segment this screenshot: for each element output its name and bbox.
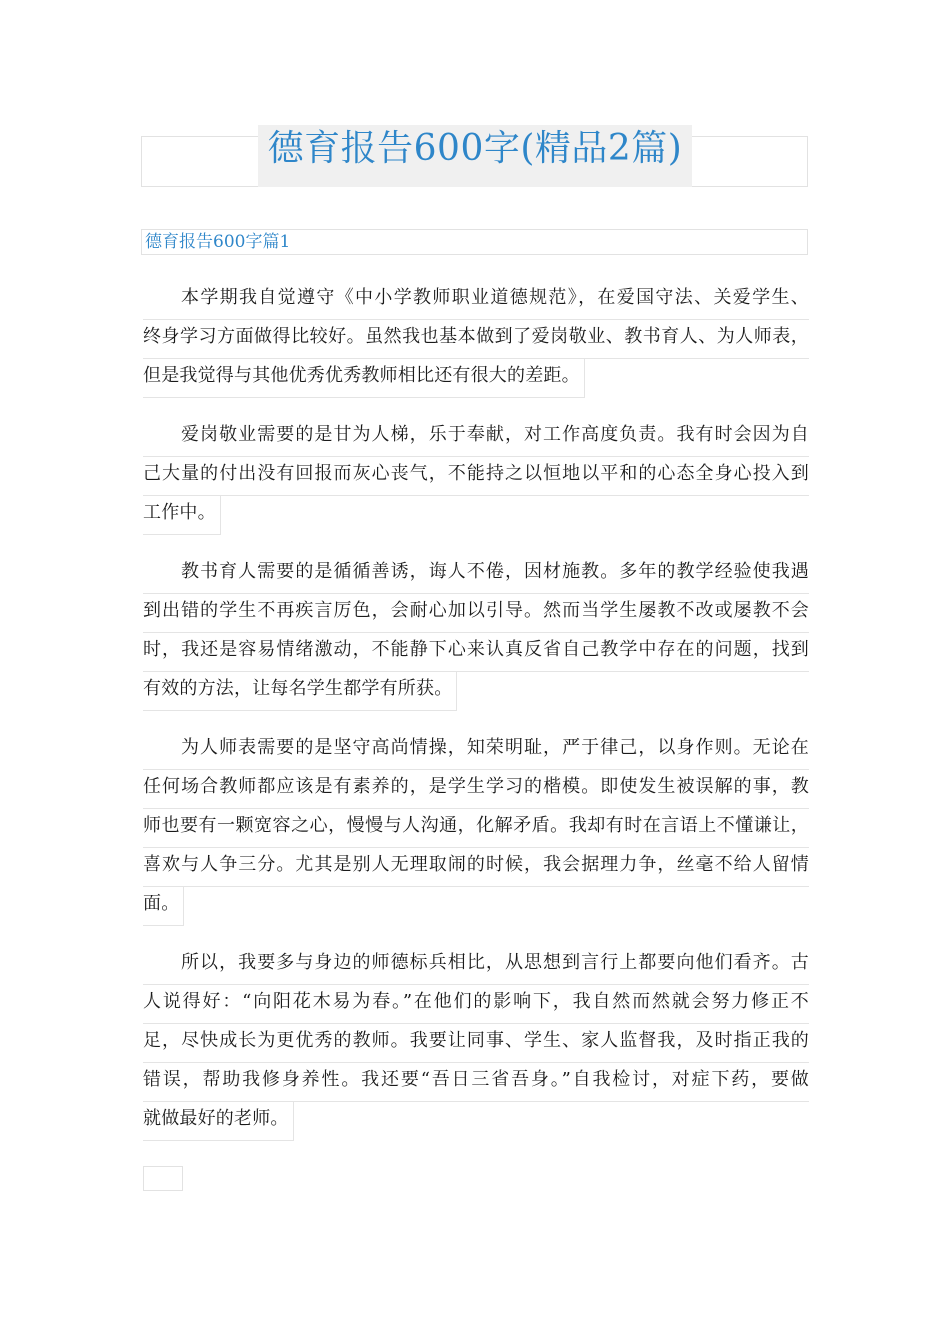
text-line: 到出错的学生不再疾言厉色，会耐心加以引导。然而当学生屡教不改或屡教不会 bbox=[143, 594, 809, 633]
text-line: 爱岗敬业需要的是甘为人梯，乐于奉献，对工作高度负责。我有时会因为自 bbox=[143, 418, 809, 457]
empty-text-frame bbox=[143, 1166, 183, 1191]
text-line: 喜欢与人争三分。尤其是别人无理取闹的时候，我会据理力争，丝毫不给人留情 bbox=[143, 848, 809, 887]
text-line: 所以，我要多与身边的师德标兵相比，从思想到言行上都要向他们看齐。古 bbox=[143, 946, 809, 985]
paragraph-1 bbox=[143, 281, 809, 402]
text-line: 终身学习方面做得比较好。虽然我也基本做到了爱岗敬业、教书育人、为人师表， bbox=[143, 320, 809, 359]
text-line: 但是我觉得与其他优秀优秀教师相比还有很大的差距。 bbox=[143, 359, 585, 398]
paragraph-5 bbox=[143, 946, 809, 1145]
paragraph-2 bbox=[143, 418, 809, 539]
text-line: 错误，帮助我修身养性。我还要“吾日三省吾身。”自我检讨，对症下药，要做 bbox=[143, 1063, 809, 1102]
text-line: 人说得好：“向阳花木易为春。”在他们的影响下，我自然而然就会努力修正不 bbox=[143, 985, 809, 1024]
document-title: 德育报告600字(精品2篇) bbox=[267, 128, 683, 169]
text-line: 己大量的付出没有回报而灰心丧气，不能持之以恒地以平和的心态全身心投入到 bbox=[143, 457, 809, 496]
text-line: 工作中。 bbox=[143, 496, 221, 535]
text-line: 时，我还是容易情绪激动，不能静下心来认真反省自己教学中存在的问题，找到 bbox=[143, 633, 809, 672]
paragraph-4 bbox=[143, 731, 809, 930]
text-line: 为人师表需要的是坚守高尚情操，知荣明耻，严于律己，以身作则。无论在 bbox=[143, 731, 809, 770]
text-line: 有效的方法，让每名学生都学有所获。 bbox=[143, 672, 457, 711]
text-line: 足，尽快成长为更优秀的教师。我要让同事、学生、家人监督我，及时指正我的 bbox=[143, 1024, 809, 1063]
text-line: 本学期我自觉遵守《中小学教师职业道德规范》，在爱国守法、关爱学生、 bbox=[143, 281, 809, 320]
text-line: 师也要有一颗宽容之心，慢慢与人沟通，化解矛盾。我却有时在言语上不懂谦让， bbox=[143, 809, 809, 848]
paragraph-3 bbox=[143, 555, 809, 715]
text-line: 任何场合教师都应该是有素养的，是学生学习的楷模。即使发生被误解的事，教 bbox=[143, 770, 809, 809]
text-line: 面。 bbox=[143, 887, 184, 926]
text-line: 教书育人需要的是循循善诱，诲人不倦，因材施教。多年的教学经验使我遇 bbox=[143, 555, 809, 594]
text-line: 就做最好的老师。 bbox=[143, 1102, 294, 1141]
section-heading: 德育报告600字篇1 bbox=[145, 232, 291, 252]
